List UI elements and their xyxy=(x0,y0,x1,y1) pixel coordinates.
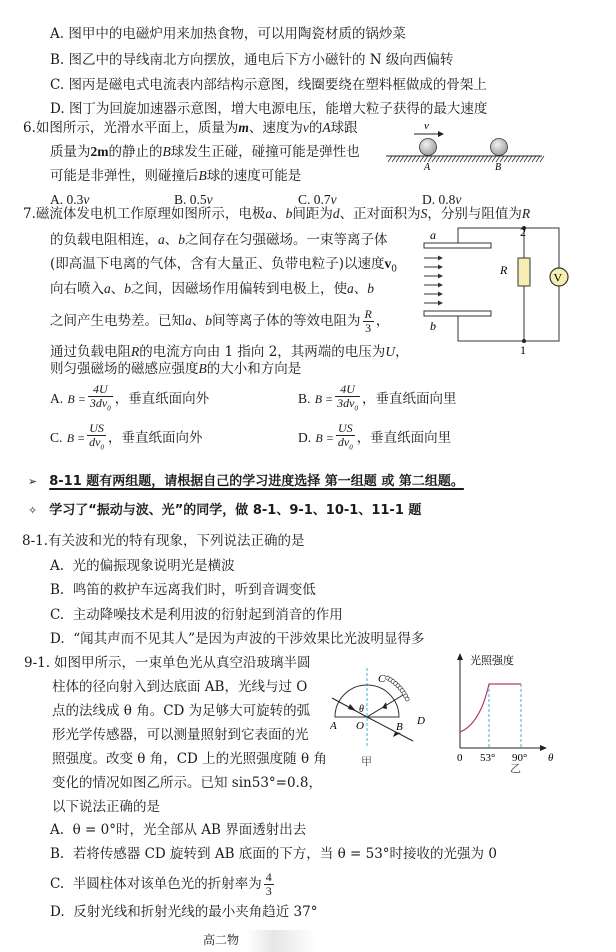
text: ， xyxy=(395,344,409,360)
q9-figure-jia xyxy=(330,660,440,770)
q9-option-b xyxy=(50,846,497,862)
option-label: D. xyxy=(50,101,65,117)
text: 、 xyxy=(353,281,368,297)
q6-line-1 xyxy=(23,120,358,136)
q6-line-2 xyxy=(50,144,360,160)
subscript: 0 xyxy=(354,404,358,413)
hatch-mark xyxy=(412,156,416,162)
subscript: 0 xyxy=(391,264,398,275)
point-d-label: D xyxy=(417,715,425,727)
var-a: a xyxy=(185,313,192,328)
formula-fraction xyxy=(335,383,360,415)
text: 可能是非弹性，则碰撞后 xyxy=(50,168,199,184)
q7-option-b xyxy=(298,383,456,416)
option-label: C. xyxy=(50,607,65,623)
option-label: B. xyxy=(50,582,65,598)
text: 球发生正碰，碰撞可能是弹性也 xyxy=(170,144,360,160)
option-label: B. xyxy=(298,391,311,406)
y-axis-label: 光照强度 xyxy=(470,654,514,667)
text: 、 xyxy=(191,313,206,329)
text: 、速度为 xyxy=(248,120,303,136)
refracted-ray xyxy=(367,717,413,741)
option-label: A. xyxy=(50,391,64,406)
hatch-mark xyxy=(408,156,412,162)
q7-circuit-figure xyxy=(400,226,570,356)
q7-line-3 xyxy=(50,256,397,278)
q9-figure-yi xyxy=(450,650,560,775)
hatch-mark xyxy=(484,156,488,162)
hatch-mark xyxy=(404,156,408,162)
notice-text: 8-11 题有两组题，请根据自己的学习进度选择 第一组题 或 第二组题。 xyxy=(49,474,464,489)
var-b: B xyxy=(162,144,171,159)
incident-arrow xyxy=(348,704,356,711)
flow-arrowhead xyxy=(438,283,443,288)
hatch-mark xyxy=(476,156,480,162)
velocity-arrowhead xyxy=(438,131,444,137)
q9-line-2 xyxy=(52,679,307,695)
option-text: 若将传感器 CD 旋转到 AB 底面的下方，当 θ = 53°时接收的光强为 0 xyxy=(72,846,497,862)
stem-line: 照强度。改变 θ 角，CD 上的光照强度随 θ 角 xyxy=(52,751,327,767)
var-b: b xyxy=(124,281,131,296)
y-axis-arrow xyxy=(457,653,463,660)
var-b: b xyxy=(178,232,185,247)
subscript: 0 xyxy=(349,443,353,452)
velocity-label: v xyxy=(424,120,429,132)
option-label: D. xyxy=(50,631,65,647)
q7-option-a xyxy=(50,383,209,416)
hatch-mark xyxy=(512,156,516,162)
numerator: US xyxy=(87,422,106,436)
text: 如图所示，光滑水平面上，质量为 xyxy=(35,120,239,136)
numerator: 4 xyxy=(265,870,272,884)
hatch-mark xyxy=(452,156,456,162)
denominator: 3 xyxy=(365,321,372,335)
flow-arrowhead xyxy=(438,274,443,279)
text: 则匀强磁场的磁感应强度 xyxy=(50,361,199,377)
option-label: D. xyxy=(50,904,65,920)
hatch-mark xyxy=(532,156,536,162)
formula-lhs: B = xyxy=(314,392,334,406)
q9-line-7 xyxy=(52,799,160,815)
group-1-text: 学习了“振动与波、光”的同学，做 8-1、9-1、10-1、11-1 题 xyxy=(49,503,422,518)
hatch-mark xyxy=(516,156,520,162)
hatch-mark xyxy=(416,156,420,162)
text: 球跟 xyxy=(330,120,358,136)
q8-option-b xyxy=(50,582,316,598)
footer-watermark-fade xyxy=(246,930,316,952)
var-b-field: B xyxy=(198,361,207,376)
numerator: R xyxy=(364,307,372,321)
q6-collision-figure xyxy=(386,118,592,186)
option-label: A. xyxy=(50,822,65,838)
ball-b-label: B xyxy=(495,162,502,173)
text: 、正对面积为 xyxy=(339,206,421,222)
option-unit: v xyxy=(83,192,90,207)
text: 之间存在匀强磁场。一束等离子体 xyxy=(185,232,388,248)
text: 质量为 xyxy=(50,144,91,160)
question-number: 7. xyxy=(23,206,36,222)
option-label: B. xyxy=(174,192,187,207)
var-b: B xyxy=(198,168,207,183)
den-text: 3dv xyxy=(89,396,108,411)
question-number: 8-1. xyxy=(22,533,49,549)
hatch-mark xyxy=(508,156,512,162)
group-selection-notice xyxy=(28,474,464,490)
hatch-mark xyxy=(472,156,476,162)
q9-line-6 xyxy=(52,775,322,791)
option-text: 图丙是磁电式电流表内部结构示意图，线圈要绕在塑料框做成的骨架上 xyxy=(68,77,487,93)
x-axis-label: θ xyxy=(548,752,554,764)
hatch-mark xyxy=(520,156,524,162)
ground-hatching xyxy=(388,156,544,162)
q9-line-5 xyxy=(52,751,327,767)
option-label: D. xyxy=(422,192,436,207)
text: ， xyxy=(375,313,390,329)
text: 间距为 xyxy=(292,206,333,222)
group-1-heading xyxy=(28,503,421,519)
stem-line: 如图甲所示，一束单色光从真空沿玻璃半圆 xyxy=(54,655,311,671)
var-a: a xyxy=(265,206,273,221)
option-text: 图乙中的导线南北方向摆放，通电后下方小磁针的 N 级向西偏转 xyxy=(68,52,454,68)
option-label: C. xyxy=(298,192,311,207)
q9-option-d xyxy=(50,904,317,920)
option-label: C. xyxy=(50,77,65,93)
hatch-mark xyxy=(524,156,528,162)
hatch-mark xyxy=(540,156,544,162)
figure-caption-jia: 甲 xyxy=(361,756,372,768)
sensor-cd xyxy=(386,676,409,701)
denominator: 3 xyxy=(265,884,272,898)
formula-lhs: B = xyxy=(315,431,334,445)
fraction-r-over-3 xyxy=(363,308,374,335)
q6-line-3 xyxy=(50,168,301,184)
resistor xyxy=(518,258,530,286)
hatch-mark xyxy=(436,156,440,162)
fraction-4-over-3 xyxy=(264,871,274,898)
var-d: d xyxy=(332,206,340,221)
text: 磁流体发电机工作原理如图所示，电极 xyxy=(35,206,266,222)
q7-line-5 xyxy=(50,306,389,336)
q9-option-c xyxy=(50,868,276,900)
plasma-flow-arrows xyxy=(424,256,443,306)
option-text: 鸣笛的救护车远离我们时，听到音调变低 xyxy=(72,582,316,598)
stem-line: 柱体的径向射入到达底面 AB，光线与过 O xyxy=(52,679,308,695)
text: 、 xyxy=(110,281,125,297)
subscript: 0 xyxy=(107,404,111,413)
option-text: 图丁为回旋加速器示意图，增大电源电压，能增大粒子获得的最大速度 xyxy=(68,101,488,117)
formula-lhs: B = xyxy=(67,392,86,406)
hatch-mark xyxy=(456,156,460,162)
var-2m: 2m xyxy=(90,144,109,159)
hatch-mark xyxy=(444,156,448,162)
point-c-label: C xyxy=(378,673,386,685)
var-u: U xyxy=(385,344,396,359)
x-axis-arrow xyxy=(540,745,547,751)
var-r: R xyxy=(521,206,531,221)
stem-line: 点的法线成 θ 角。CD 为足够大可旋转的弧 xyxy=(52,703,311,719)
point-a-label: A xyxy=(330,720,337,732)
var-v0: v xyxy=(384,256,392,271)
option-value: 0.7 xyxy=(313,192,331,207)
hatch-mark xyxy=(536,156,540,162)
hatch-mark xyxy=(400,156,404,162)
q7-line-2 xyxy=(50,232,388,248)
hatch-mark xyxy=(468,156,472,162)
q8-option-a xyxy=(50,558,235,574)
q5-option-b xyxy=(50,52,453,68)
text: 向右喷入 xyxy=(50,281,104,297)
option-direction: ，垂直纸面向外 xyxy=(107,430,203,446)
text: 之间产生电势差。已知 xyxy=(50,313,185,329)
hatch-mark xyxy=(460,156,464,162)
ball-a-label: A xyxy=(424,162,431,173)
tick-53: 53° xyxy=(480,752,496,764)
option-value: 0.8 xyxy=(438,192,456,207)
hatch-mark xyxy=(504,156,508,162)
var-a: A xyxy=(322,120,331,135)
formula-lhs: B = xyxy=(66,431,86,445)
hatch-mark xyxy=(480,156,484,162)
option-direction: ，垂直纸面向里 xyxy=(361,391,457,407)
electrode-a-label: a xyxy=(430,228,436,242)
text: 的负载电阻相连， xyxy=(50,232,158,248)
electrode-a xyxy=(424,243,491,248)
electrode-b-label: b xyxy=(430,319,436,333)
text: 的电流方向由 1 指向 2，其两端的电压为 xyxy=(139,344,386,360)
q8-option-d xyxy=(50,631,425,647)
q7-line-4 xyxy=(50,281,374,297)
var-a: a xyxy=(104,281,111,296)
hatch-mark xyxy=(440,156,444,162)
option-label: A. xyxy=(50,558,65,574)
stem-line: 变化的情况如图乙所示。已知 sin53°=0.8， xyxy=(52,775,322,791)
denominator xyxy=(88,397,113,415)
q9-line-4 xyxy=(52,727,309,743)
text: ，分别与阻值为 xyxy=(427,206,522,222)
option-label: D. xyxy=(298,430,312,445)
stem-line: 形光学传感器，可以测量照射到它表面的光 xyxy=(52,727,309,743)
option-text: 反射光线和折射光线的最小夹角趋近 37° xyxy=(73,904,318,920)
flow-arrowhead xyxy=(438,256,443,261)
var-a: a xyxy=(347,281,354,296)
text: 的静止的 xyxy=(108,144,163,160)
text: 、 xyxy=(164,232,179,248)
var-v: v xyxy=(302,120,309,135)
var-b: b xyxy=(285,206,293,221)
q9-option-a xyxy=(50,822,306,838)
hatch-mark xyxy=(396,156,400,162)
text: 、 xyxy=(272,206,286,222)
den-text: dv xyxy=(89,435,101,450)
q5-option-c xyxy=(50,77,487,93)
option-label: B. xyxy=(50,846,65,862)
hatch-mark xyxy=(392,156,396,162)
hatch-mark xyxy=(488,156,492,162)
option-direction: ，垂直纸面向里 xyxy=(356,430,452,446)
figure-caption-yi: 乙 xyxy=(510,763,521,775)
option-label: B. xyxy=(50,52,65,68)
q5-option-a xyxy=(50,26,406,42)
intensity-curve xyxy=(460,684,521,732)
option-label: A. xyxy=(50,26,65,42)
voltmeter-label: V xyxy=(553,270,563,285)
option-text: “闻其声而不见其人”是因为声波的干涉效果比光波明显得多 xyxy=(73,631,425,647)
text: (即高温下电离的气体，含有大量正、负带电粒子)以速度 xyxy=(50,256,385,272)
question-number: 6. xyxy=(23,120,36,136)
ball-b xyxy=(491,139,508,156)
var-b: b xyxy=(205,313,212,328)
numerator: US xyxy=(336,422,355,436)
node-1-label: 1 xyxy=(520,343,526,356)
subscript: 0 xyxy=(100,443,104,452)
option-text: 图甲中的电磁炉用来加热食物，可以用陶瓷材质的锅炒菜 xyxy=(68,26,406,42)
den-text: 3dv xyxy=(337,396,355,411)
formula-fraction xyxy=(87,422,106,454)
denominator xyxy=(87,436,106,454)
option-unit: v xyxy=(330,192,337,207)
question-number: 9-1. xyxy=(24,655,51,671)
text: 球的速度可能是 xyxy=(206,168,302,184)
q5-option-d xyxy=(50,101,487,117)
numerator: 4U xyxy=(88,383,113,397)
sensor-bead xyxy=(405,697,409,701)
text: 间等离子体的等效电阻为 xyxy=(212,313,361,329)
q7-line-1 xyxy=(23,206,530,222)
hatch-mark xyxy=(448,156,452,162)
q9-line-1 xyxy=(24,655,311,671)
stem-line: 以下说法正确的是 xyxy=(52,799,160,815)
var-s: S xyxy=(420,206,428,221)
var-r: R xyxy=(131,344,140,359)
formula-fraction xyxy=(336,422,355,454)
option-unit: v xyxy=(206,192,213,207)
denominator xyxy=(336,436,355,454)
point-o-label: O xyxy=(356,720,364,732)
electrode-b xyxy=(424,311,491,316)
option-text: 光的偏振现象说明光是横波 xyxy=(72,558,235,574)
ball-a xyxy=(420,139,437,156)
numerator: 4U xyxy=(335,383,360,397)
option-label: C. xyxy=(50,876,65,892)
arrow-bullet-icon: ➢ xyxy=(28,475,38,488)
text: 之间，因磁场作用偏转到电极上，使 xyxy=(131,281,347,297)
hatch-mark xyxy=(432,156,436,162)
option-label: C. xyxy=(50,430,63,445)
hatch-mark xyxy=(388,156,392,162)
formula-fraction xyxy=(88,383,113,415)
q8-stem xyxy=(22,533,305,549)
hatch-mark xyxy=(528,156,532,162)
option-unit: v xyxy=(455,192,462,207)
flow-arrowhead xyxy=(438,265,443,270)
text: 通过负载电阻 xyxy=(50,344,131,360)
option-text: 主动降噪技术是利用波的衍射起到消音的作用 xyxy=(72,607,343,623)
node-2-label: 2 xyxy=(520,226,526,239)
denominator xyxy=(335,397,360,415)
option-direction: ，垂直纸面向外 xyxy=(114,391,210,407)
theta-label: θ xyxy=(359,704,364,715)
q9-line-3 xyxy=(52,703,310,719)
tick-0: 0 xyxy=(457,752,463,764)
option-text: θ = 0°时，光全部从 AB 界面透射出去 xyxy=(72,822,307,838)
var-a: a xyxy=(158,232,165,247)
q7-option-c xyxy=(50,422,202,455)
var-m: m xyxy=(238,120,249,135)
var-b: b xyxy=(367,281,374,296)
q7-option-d xyxy=(298,422,451,455)
q8-option-c xyxy=(50,607,343,623)
footer-text: 高二物 xyxy=(203,933,240,947)
option-value: 0.3 xyxy=(66,192,84,207)
reflected-arrow xyxy=(382,702,387,709)
tick-90: 90° xyxy=(512,752,528,764)
diamond-bullet-icon: ✧ xyxy=(28,504,38,517)
page-footer xyxy=(203,932,239,948)
hatch-mark xyxy=(464,156,468,162)
option-label: A. xyxy=(50,192,64,207)
flow-arrowhead xyxy=(438,292,443,297)
question-stem: 有关波和光的特有现象，下列说法正确的是 xyxy=(48,533,305,549)
point-b-label: B xyxy=(396,721,403,733)
resistor-label: R xyxy=(500,263,508,277)
q7-line-7 xyxy=(50,361,301,377)
den-text: dv xyxy=(337,435,350,450)
q7-line-6 xyxy=(50,344,409,360)
text: 的 xyxy=(308,120,323,136)
option-value: 0.5 xyxy=(189,192,207,207)
text: 的大小和方向是 xyxy=(206,361,302,377)
flow-arrowhead xyxy=(438,301,443,306)
option-text: 半圆柱体对该单色光的折射率为 xyxy=(72,876,262,892)
